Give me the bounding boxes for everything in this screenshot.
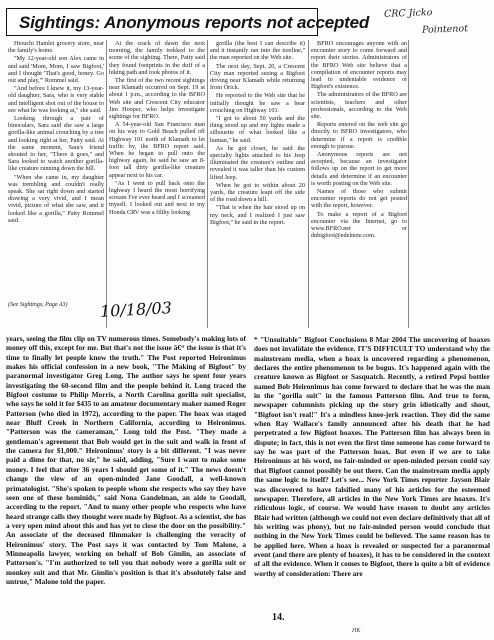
article-paragraph: "And before I knew it, my 13-year-old daughter, Sara, who is very stable and intelligent shot out of the house to see what he was looking at," she said.: [8, 85, 104, 114]
typed-column-left: [6, 334, 246, 629]
article-paragraph: BFRO encourages anyone with an encounter story to come forward and report their stories. Administrators of the BFRO Web site believe that a compilation of encounter reports may lead to undeniable evidence of Bigfoot's existence.: [311, 40, 407, 91]
article-paragraph: "That is when the hair stood up on my neck, and I realized I just saw Bigfoot," he said in the report.: [210, 204, 305, 226]
article-paragraph: The next day, Sept. 20, a Crescent City man reported seeing a Bigfoot driving near Klamath while returning from Orick.: [210, 62, 305, 92]
article-paragraph: As he got closer, he said the specialty lights attached to his Jeep illuminated the creature's outline and revealed it was taller than his custom lifted Jeep.: [210, 144, 305, 181]
article-paragraph: The administrators of the BFRO are scientists, teachers and other professionals, according to the Web site.: [311, 91, 407, 121]
article-column-3: [210, 40, 305, 328]
article-paragraph: Reports entered on the web site go directly to BFRO investigators, who determine if a report is credible enough to pursue.: [311, 121, 407, 150]
handwritten-date: 10/18/03: [99, 298, 173, 321]
article-paragraph: Anonymous reports are not accepted, because an investigator follows up on the report to get more details and determine if an encounter is worth posting on the Web site.: [311, 151, 407, 187]
article-paragraph: When he got to within about 20 yards, the creature leapt off the side of the road down a hill.: [210, 181, 305, 204]
article-paragraph: "When she came in, my daughter was trembling and couldn't really speak. She sat right down and started drawing a very vivid, and I mean vivid, picture of what she saw, and it looked like a gorilla," Patty Rommel said.: [8, 173, 104, 224]
article-paragraph: The first of the two recent sightings near Klamath occurred on Sept. 19 at about 1 p.m., according to the BFRO Web site and Crescent City educator Jim Hooper, who helps investigate sightings for BFRO.: [109, 77, 205, 121]
article-paragraph: "As I went to pull back onto the highway I heard the most horrifying scream I've ever heard and I screamed myself. I looked out and next to my Honda CRV was a filthy looking: [109, 179, 205, 216]
continued-note: (See Sightings, Page A3): [8, 302, 68, 308]
article-paragraph: At the crack of dawn the next morning, the family trekked to the scene of the sighting. There, Patty said they found footprints in the duff of a hiking path and took photos of it.: [109, 40, 205, 76]
article-column-4: [311, 40, 407, 300]
article-paragraph: A 54-year-old San Francisco man on his way to Gold Beach pulled off Highway 101 north of Klamath to let traffic by, the BFRO report said. When he began to pull onto the highway again, he said he saw an 8-foot tall dirty gorilla-like creature appear next to his car.: [109, 121, 205, 179]
article-paragraph: Hiouchi Hamlet grocery store, near the family's home.: [8, 40, 104, 55]
article-column-1: [8, 40, 104, 300]
handwritten-note-1: CRC Jicko: [383, 7, 433, 20]
column-rule: [207, 40, 208, 328]
initials: HK: [352, 628, 361, 634]
column-rule: [308, 40, 309, 328]
page-number: 14.: [272, 612, 285, 623]
column-rule: [408, 40, 409, 328]
typed-column-right: [254, 335, 490, 630]
article-paragraph: To make a report of a Bigfoot encounter via the Internet, go to www.BFRO.net or dnbigfoot@edelnote.com.: [311, 210, 407, 240]
article-paragraph: "My 12-year-old son Alex came in and said 'Mom, Mom, I saw Bigfoot,' and I thought 'That's good, honey. Go out and play,'" Rommel said.: [8, 55, 104, 85]
headline: Sightings: Anonymous reports not accepted: [19, 13, 370, 32]
article-paragraph: Looking through a pair of binoculars, Sara said she saw a large gorilla-like animal crouching by a tree and looking right at her, Patty said. At the same moment, Sara's friend shouted to her, "There it goes," and Sara looked to watch another gorilla-like creature running down the hill.: [8, 115, 104, 173]
typed-text-right: * "Unsuitable" Bigfoot Conclusions 8 Mar 2004 The uncovering of hoaxes does not invalidate the evidence. IT'S DIFFICULT TO understand why the mainstream media, when a hoax is uncovered regarding a phenomenon, declares the entire phenomenon to be bogus. It's happened again with the creature known as Bigfoot or Sasquatch. Recently, a retired Pepsi bottler named Bob Heironimus has come forward to declare that he was the man in the "gorilla suit" in the famous Patterson film. And true to form, newspaper columnists picking up the story grin idiotically and shout, "Bigfoot isn't real!" It's a mindless knee-jerk reaction. They did the same when Ray Wallace's family announced after his death that he had perpetrated a few Bigfoot hoaxes. The Patterson film has always been in dispute; in fact, this is not even the first time someone has come forward to say he was part of the Patterson hoax. But even if we are to take Heironimus at his word, no fair-minded or open-minded person could say that Bigfoot cannot possibly be out there. Can the mainstream media apply the same logic to itself? Let's see... New York Times reporter Jayson Blair was discovered to have falsified many of his articles for the esteemed newspaper. Therefore, all articles in the New York Times are hoaxes. It's ridiculous logic, of course. We would have reason to doubt any articles Blair had written (although we could not even declare definitively that all of his writing was phony), but no fair-minded person would conclude that nothing in the New York Times could be believed. The same reason has to be applied here. When a hoax is revealed or suspected for a paranormal event (and there are plenty of hoaxes), it has to be considered in the context of all the evidence. When it comes to Bigfoot, there is quite a bit of evidence worthy of consideration: There are: [254, 335, 490, 578]
article-paragraph: "I got to about 50 yards and the thing stood up and my lights made a silhouette of what looked like a human," he said.: [210, 115, 305, 144]
article-paragraph: He reported to the Web site that he initially thought he saw a bear crouching on Highway 101.: [210, 92, 305, 114]
article-paragraph: Names of those who submit encounter reports do not get posted with the report, however.: [311, 188, 407, 210]
headline-box: [6, 8, 370, 36]
handwritten-note-2: Pointenot: [421, 23, 469, 36]
article-column-2: [109, 40, 205, 330]
column-rule: [106, 40, 107, 328]
article-paragraph: gorilla (the best I can describe it) and it instantly ran into the treeline," the man reported on the Web site.: [210, 40, 305, 62]
typed-text-left: years, seeing the film clip on TV numerous times. Somebody's making lots of money off this, except for me. But that's not the issue â€“ the issue is that it's time to finally let people know the truth." The Post reported Heironimus makes his official confession in a new book, "The Making of Bigfoot" by paranormal investigator Greg Long. The author says he spent four years investigating the 60-second film and the people behind it. Long traced the Bigfoot costume to Philip Morris, a North Carolina gorilla suit specialist, who says he sold it for $435 to an amateur documentary maker named Roger Patterson (who died in 1972), according to the paper. The hoax was staged near Bluff Creek in Northern California, according to Heironimus. "Patterson was the cameraman," Long told the Post. "They made a gentleman's agreement that Bob would get in the suit and walk in front of the camera for $1,000." Heironimus' story is a bit different. "I was never paid a dime for that, no sir," he said, adding, "Sure I want to make some money. I feel that after 36 years I should get some of it." The news doesn't change the view of an open-minded Jane Goodall, a well-known primatologist. "She's spoken to people whom she respects who say they have seen one of these hominids," said Nona Gandelman, an aide to Goodall, according to the report. "And to many other people who respects who have heard strange calls they thought were made by Bigfoot. As a scientist, she has a very open mind about this and has yet to close the door on the possibility." An associate of the deceased filmmaker is challenging the veracity of Heironimus' story. The Post says it was contacted by Tom Malone, a Minneapolis lawyer, working on behalf of Bob Gimlin, an associate of Patterson's. "I'm authorized to tell you that nobody wore a gorilla suit or monkey suit and that Mr. Gimlin's position is that it's absolutely false and untrue," Malone told the paper.: [6, 334, 246, 586]
